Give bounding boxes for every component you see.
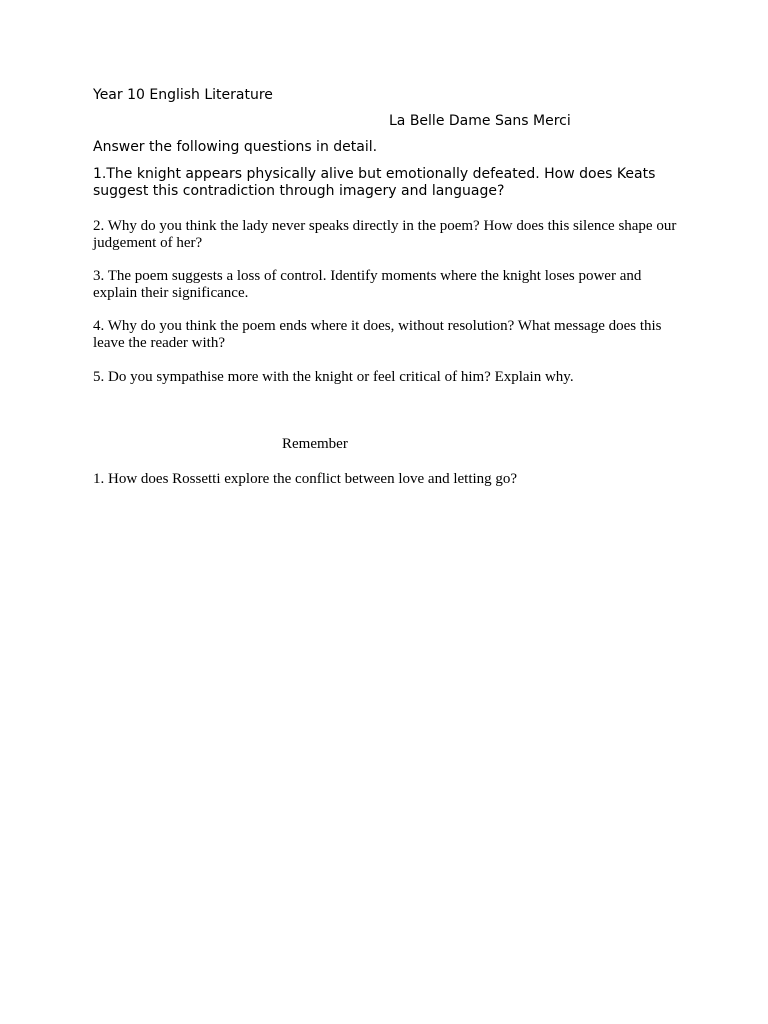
poem-title: La Belle Dame Sans Merci: [389, 113, 571, 129]
question-5: 5. Do you sympathise more with the knight or feel critical of him? Explain why.: [93, 369, 574, 385]
instruction-text: Answer the following questions in detail.: [93, 139, 378, 155]
remember-question-1: 1. How does Rossetti explore the conflict between love and letting go?: [93, 471, 518, 487]
question-1: 1.The knight appears physically alive but emotionally defeated. How does Keats suggest this contradiction through imagery and language?: [93, 166, 656, 199]
question-4: 4. Why do you think the poem ends where it does, without resolution? What message does this leave the reader with?: [93, 318, 662, 351]
question-3: 3. The poem suggests a loss of control. Identify moments where the knight loses power and explain their significance.: [93, 268, 642, 301]
section-heading-remember: Remember: [282, 436, 348, 452]
question-2: 2. Why do you think the lady never speaks directly in the poem? How does this silence shape our judgement of her?: [93, 218, 677, 251]
course-heading: Year 10 English Literature: [93, 87, 273, 103]
